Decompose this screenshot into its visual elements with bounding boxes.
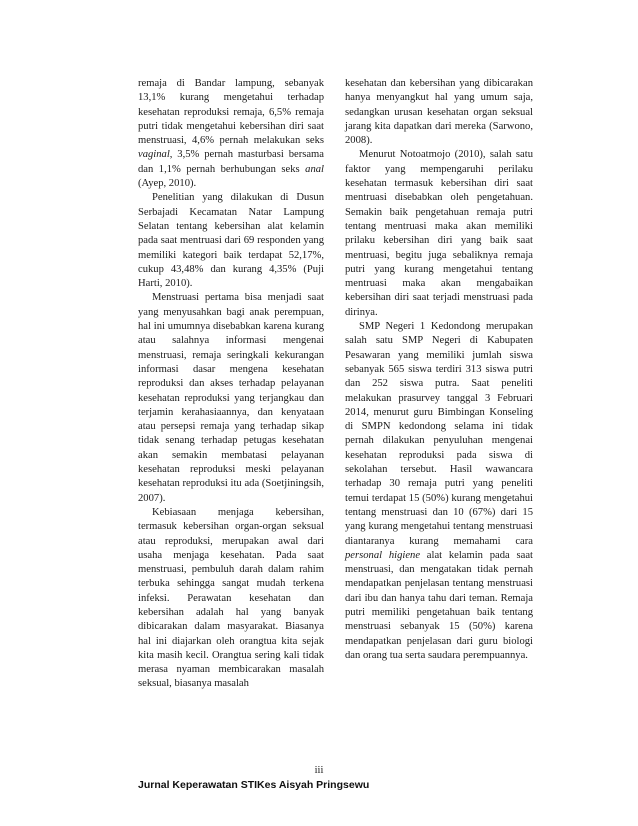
left-paragraph-2: Penelitian yang dilakukan di Dusun Serbajadi Kecamatan Natar Lampung Selatan tentang kebersihan alat kelamin pada saat mentruasi dari 69 responden yang memiliki kategori baik terdapat 52,17%, cukup 43,48% dan kurang 4,35% (Puji Harti, 2010). [138,192,324,290]
italic-term: personal higiene [345,549,421,561]
italic-term: anal [305,163,324,175]
left-paragraph-1: remaja di Bandar lampung, sebanyak 13,1% kurang mengetahui terhadap kesehatan reproduksi remaja, 6,5% remaja putri tidak mengetahui kebersihan diri saat menstruasi, 4,6% pernah melakukan seks vaginal, 3,5% pernah masturbasi bersama dan 1,1% pernah berhubungan seks anal (Ayep, 2010). [138,78,324,190]
right-paragraph-1: kesehatan dan kebersihan yang dibicarakan hanya menyangkut hal yang umum saja, sedangkan urusan kesehatan organ seksual jarang kita dapatkan dari mereka (Sarwono, 2008). [345,78,533,147]
left-column [138,77,324,692]
right-paragraph-3: SMP Negeri 1 Kedondong merupakan salah satu SMP Negeri di Kabupaten Pesawaran yang memiliki jumlah siswa sebanyak 565 siswa terdiri 313 siswa putri dan 252 siswa putra. Saat peneliti melakukan prasurvey tanggal 3 Februari 2014, menurut guru Bimbingan Konseling di SMPN kedondong selama ini tidak pernah dilakukan penyuluhan mengenai kesehatan reproduksi pada siswa di sekolahan tersebut. Hasil wawancara terhadap 30 remaja putri yang peneliti temui terdapat 15 (50%) kurang mengetahui tentang menstruasi dan 10 (67%) dari 15 yang kurang mengetahui tentang menstruasi diantaranya kurang memahami cara personal higiene alat kelamin pada saat menstruasi, dan mengatakan tidak pernah mendapatkan penjelasan tentang menstruasi dari ibu dan hanya tahu dari teman. Remaja putri memiliki pengetahuan baik tentang menstruasi sebanyak 15 (50%) karena mendapatkan penjelasan dari guru biologi dan orang tua serta saudara perempuannya. [345,321,533,661]
italic-term: vaginal [138,149,170,161]
journal-name: Jurnal Keperawatan STIKes Aisyah Pringsewu [138,779,370,791]
right-column [345,77,533,663]
left-paragraph-4: Kebiasaan menjaga kebersihan, termasuk kebersihan organ-organ seksual atau reproduksi, merupakan awal dari usaha menjaga kesehatan. Pada saat menstruasi, pembuluh darah dalam rahim terbuka sehingga sangat mudah terkena infeksi. Perawatan kesehatan dan kebersihan adalah hal yang banyak dibicarakan dalam masyarakat. Biasanya hal ini diajarkan oleh orangtua kita sejak kita masih kecil. Orangtua sering kali tidak merasa nyaman membicarakan masalah seksual, biasanya masalah [138,506,324,690]
left-paragraph-3: Menstruasi pertama bisa menjadi saat yang menyusahkan bagi anak perempuan, hal ini umumnya disebabkan karena kurang atau salahnya informasi mengenai menstruasi, remaja seringkali kekurangan informasi dasar mengena kesehatan reproduksi dan akses terhadap pelayanan kesehatan reproduksi yang terjangkau dan terjamin kerahasiaannya, dan kenyataan atau persepsi remaja yang terhadap sikap tidak senang terhadap petugas kesehatan akan semakin membatasi pelayanan kesehatan reproduksi meski pelayanan kesehatan reproduksi itu ada (Soetjiningsih, 2007). [138,292,324,504]
page-number: iii [314,765,324,776]
right-paragraph-2: Menurut Notoatmojo (2010), salah satu faktor yang mempengaruhi perilaku kesehatan termasuk kebersihan diri saat mentruasi disebabkan oleh pengetahuan. Semakin baik pengetahuan remaja putri tentang mentruasi maka akan memiliki prilaku kebersihan diri yang baik saat mentruasi, begitu juga sebaliknya remaja putri yang kurang mengetahui tentang mentruasi maka akan mengabaikan kebersihan diri saat terjadi menstruasi pada dirinya. [345,149,533,318]
